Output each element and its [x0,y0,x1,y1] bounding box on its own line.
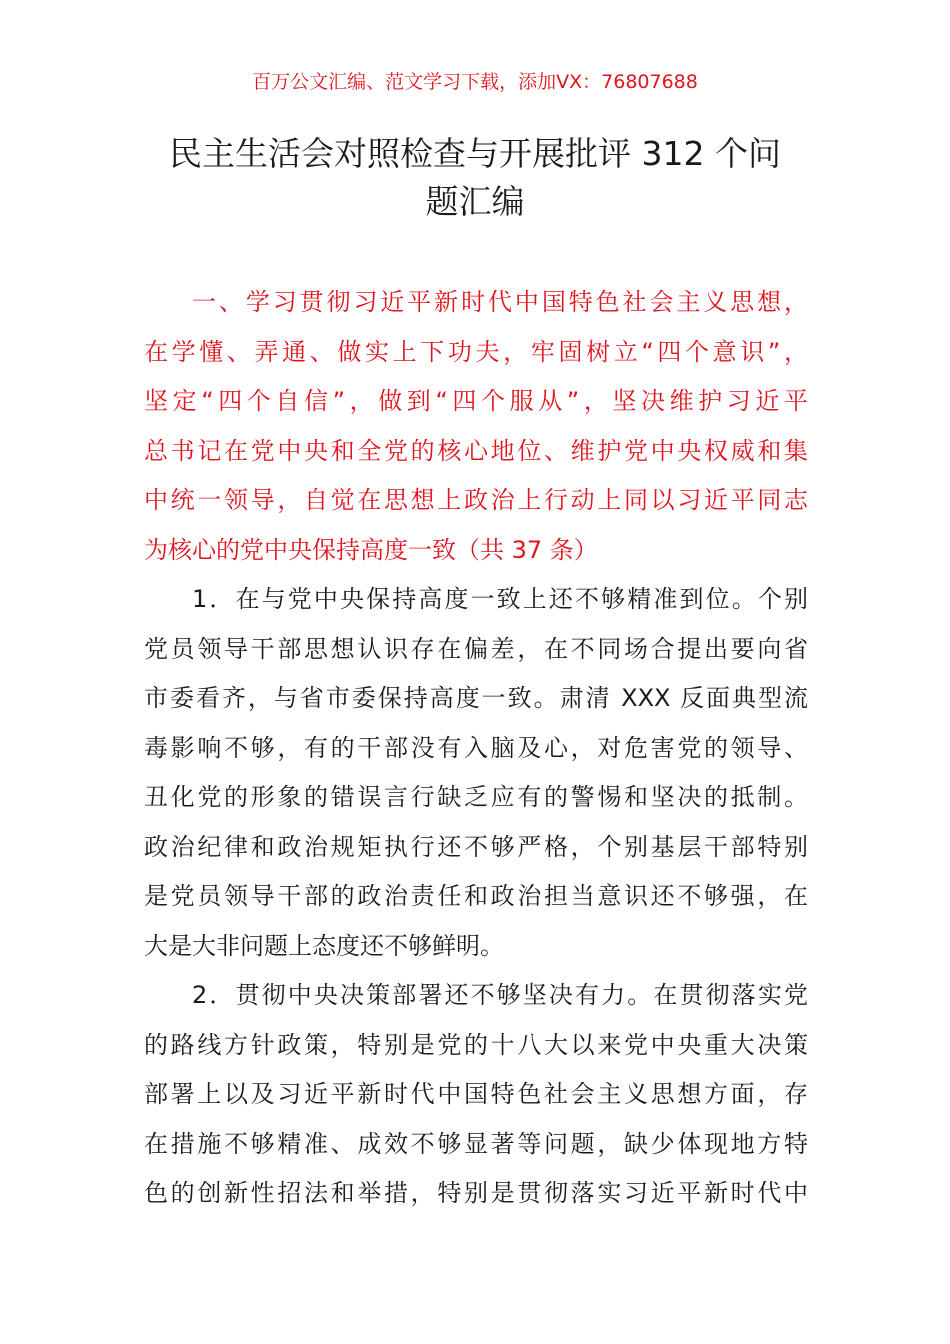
heading-line: 中统一领导，自觉在思想上政治上行动上同以习近平同志 [144,486,808,514]
title-line-1: 民主生活会对照检查与开展批评 312 个问 [169,134,781,173]
header-note: 百万公文汇编、范文学习下载，添加VX：76807688 [252,71,698,93]
paragraph-line: 市委看齐，与省市委保持高度一致。肃清 XXX 反面典型流 [144,684,808,712]
heading-line: 总书记在党中央和全党的核心地位、维护党中央权威和集 [144,436,808,465]
paragraph-line: 党员领导干部思想认识存在偏差，在不同场合提出要向省 [144,634,808,663]
paragraph-line: 大是大非问题上态度还不够鲜明。 [144,931,504,960]
paragraph-line: 是党员领导干部的政治责任和政治担当意识还不够强，在 [144,882,808,910]
paragraph-line: 丑化党的形象的错误言行缺乏应有的警惕和坚决的抵制。 [144,783,808,811]
paragraph-line: 色的创新性招法和举措，特别是贯彻落实习近平新时代中 [144,1179,808,1207]
heading-line: 坚定“四个自信”，做到“四个服从”，坚决维护习近平 [144,387,808,415]
paragraph-item-2 [144,971,808,1219]
heading-line: 为核心的党中央保持高度一致（共 37 条） [144,535,598,564]
paragraph-line: 政治纪律和政治规矩执行还不够严格，个别基层干部特别 [144,832,808,861]
paragraph-line: 毒影响不够，有的干部没有入脑及心，对危害党的领导、 [144,733,808,762]
paragraph-line: 1．在与党中央保持高度一致上还不够精准到位。个别 [192,585,808,613]
document-body [144,278,808,1219]
paragraph-line: 在措施不够精准、成效不够显著等问题，缺少体现地方特 [144,1129,808,1158]
heading-line: 一、学习贯彻习近平新时代中国特色社会主义思想， [192,288,808,316]
paragraph-line: 的路线方针政策，特别是党的十八大以来党中央重大决策 [144,1030,808,1059]
title-line-2: 题汇编 [425,182,525,221]
heading-line: 在学懂、弄通、做实上下功夫，牢固树立“四个意识”， [144,337,808,366]
paragraph-line: 2．贯彻中央决策部署还不够坚决有力。在贯彻落实党 [192,981,808,1009]
paragraph-item-1 [144,575,808,971]
section-heading-1 [144,278,808,575]
paragraph-line: 部署上以及习近平新时代中国特色社会主义思想方面，存 [144,1080,808,1108]
document-title [140,130,810,226]
